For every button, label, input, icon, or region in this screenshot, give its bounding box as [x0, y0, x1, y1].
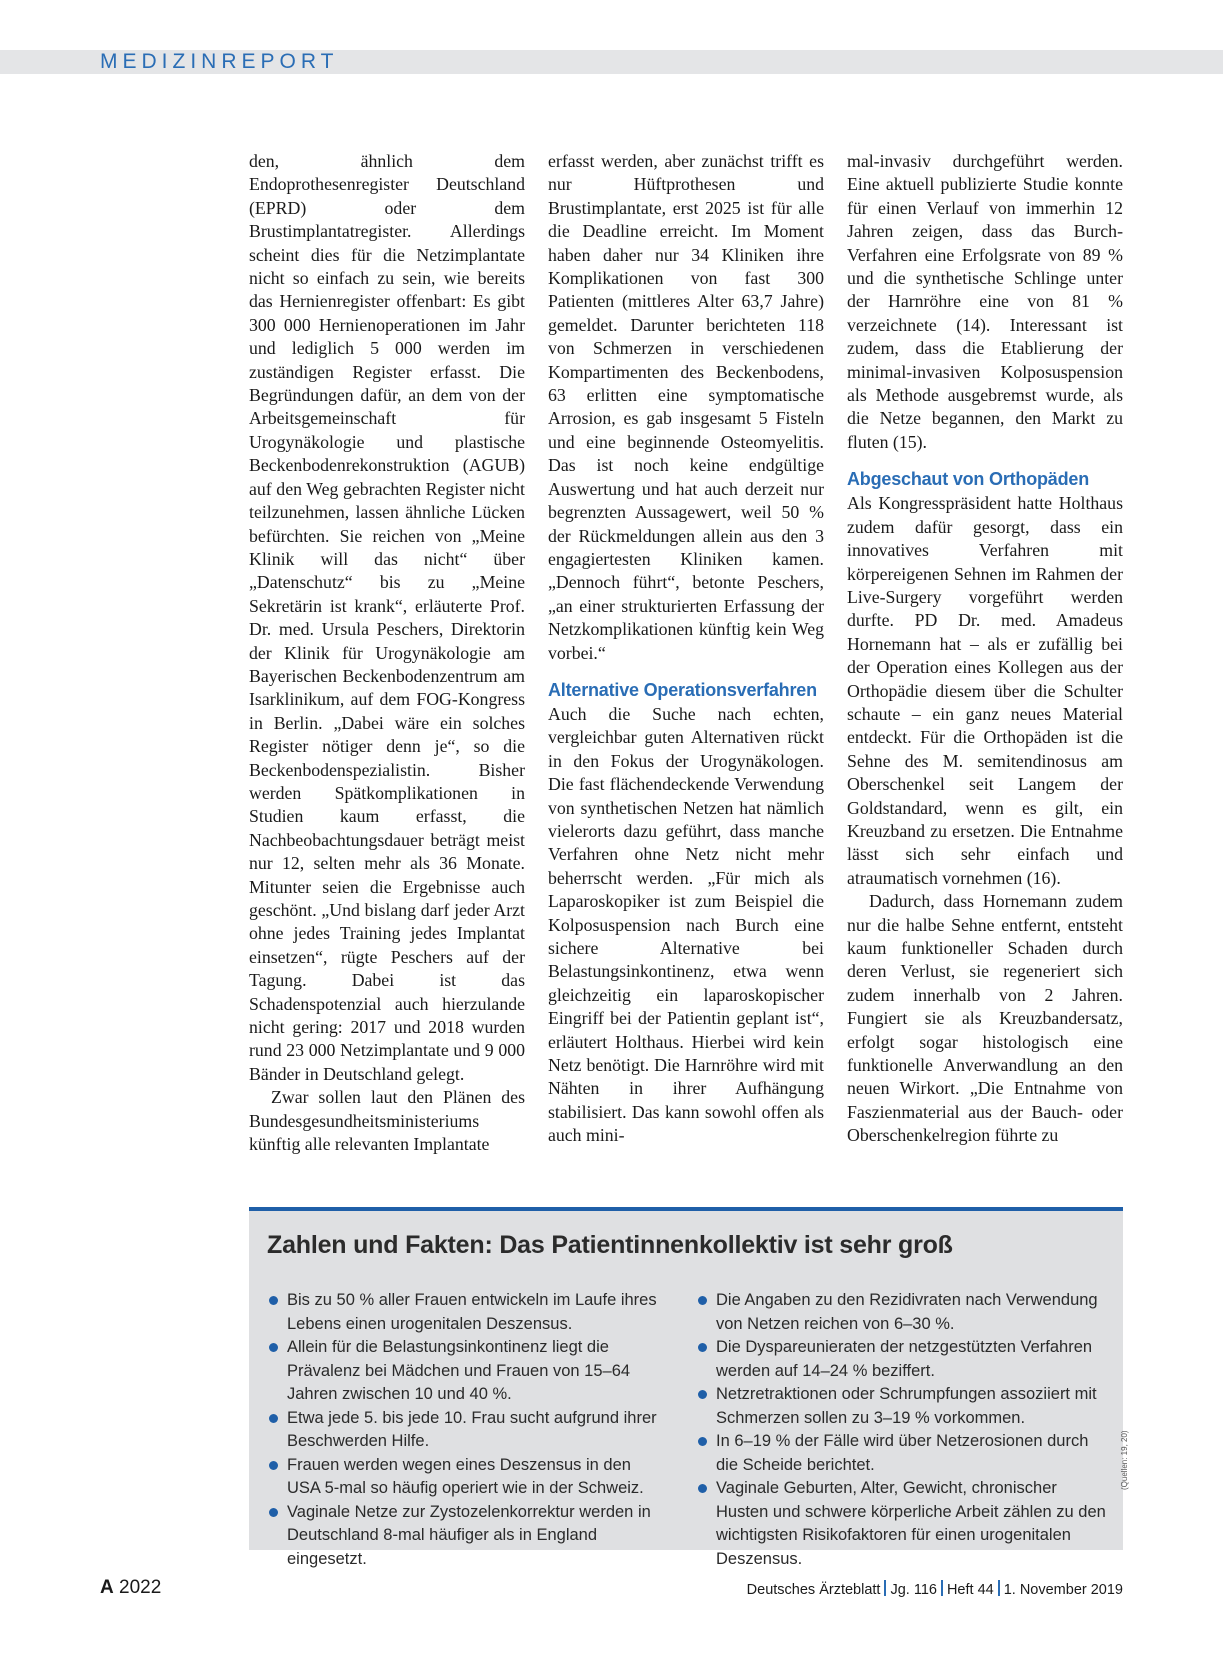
- column-2: [548, 150, 824, 1160]
- paragraph: Dadurch, dass Hornemann zudem nur die halbe Sehne entfernt, entsteht kaum funktioneller Schaden durch deren Verlust, sie regeneriert sich zudem innerhalb von 2 Jahren. Fungiert sie als Kreuzbandersatz, erfolgt sogar histologisch eine funktionelle Anverwandlung an den neuen Wirkort. „Die Entnahme von Faszienmaterial aus der Bauch- oder Oberschenkelregion führte zu: [847, 891, 1123, 1146]
- journal-date: 1. November 2019: [1003, 1582, 1123, 1598]
- paragraph: erfasst werden, aber zunächst trifft es nur Hüftprothesen und Brustimplantate, erst 2025 ist für alle die Deadline erreicht. Im Moment haben daher nur 34 Kliniken ihre Komplikationen von fast 300 Patienten (mittleres Alter 63,7 Jahre) gemeldet. Darunter berichteten 118 von Schmerzen in verschiedenen Kompartimenten des Beckenbodens, 63 erlitten eine symptomatische Arrosion, es gab insgesamt 5 Fisteln und eine beginnende Osteomyelitis. Das ist noch keine endgültige Auswertung und hat auch derzeit nur begrenzten Aussagewert, weil 50 % der Rückmeldungen allein aus den 3 engagiertesten Kliniken kamen. „Dennoch führt“, betonte Peschers, „an einer strukturierten Erfassung der Netzkomplikationen künftig kein Weg vorbei.“: [548, 151, 824, 663]
- fact-list-left: [267, 1289, 667, 1571]
- fact-box-right-column: [696, 1289, 1106, 1571]
- bullet-icon: [698, 1437, 707, 1446]
- journal-name: Deutsches Ärzteblatt: [746, 1582, 881, 1598]
- subheading: Abgeschaut von Orthopäden: [847, 469, 1090, 490]
- bullet-icon: [269, 1343, 278, 1352]
- fact-text: Vaginale Netze zur Zystozelenkorrektur werden in Deutschland 8-mal häufiger als in England eingesetzt.: [287, 1502, 651, 1568]
- fact-item: [267, 1336, 667, 1407]
- fact-box-left-column: [267, 1289, 667, 1571]
- paragraph: mal-invasiv durchgeführt werden. Eine aktuell publizierte Studie konnte für einen Verlauf von immerhin 12 Jahren zeigen, dass das Burch-Verfahren eine Erfolgsrate von 89 % und die synthetische Schlinge unter der Harnröhre eine von 81 % verzeichnete (14). Interessant ist zudem, dass die Etablierung der minimal-invasiven Kolposuspension als Methode ausgebremst wurde, als die Netze begannen, den Markt zu fluten (15).: [847, 151, 1123, 452]
- fact-item: [267, 1501, 667, 1572]
- fact-text: Die Angaben zu den Rezidivraten nach Verwendung von Netzen reichen von 6–30 %.: [716, 1291, 1098, 1333]
- fact-text: Bis zu 50 % aller Frauen entwickeln im Laufe ihres Lebens einen urogenitalen Deszensus.: [287, 1291, 657, 1333]
- fact-item: [696, 1477, 1106, 1571]
- bullet-icon: [269, 1414, 278, 1423]
- page-number: [100, 1577, 161, 1599]
- fact-text: Netzretraktionen oder Schrumpfungen assoziiert mit Schmerzen sollen zu 3–19 % vorkommen.: [716, 1385, 1097, 1427]
- section-label: MEDIZINREPORT: [100, 50, 339, 73]
- subheading: Alternative Operationsverfahren: [548, 679, 817, 700]
- journal-issue: Heft 44: [946, 1582, 994, 1598]
- bullet-icon: [269, 1296, 278, 1305]
- paragraph: Auch die Suche nach echten, vergleichbar guten Alternativen rückt in den Fokus der Urogynäkologen. Die fast flächendeckende Verwendung von synthetischen Netzen hat nämlich vielerorts dazu geführt, dass manche Verfahren ohne Netz nicht mehr beherrscht werden. „Für mich als Laparoskopiker ist zum Beispiel die Kolposuspension nach Burch eine sichere Alternative bei Belastungsinkontinenz, etwa wenn gleichzeitig ein laparoskopischer Eingriff bei der Patientin geplant ist“, erläutert Holthaus. Hierbei wird kein Netz benötigt. Die Harnröhre wird mit Nähten in ihrer Aufhängung stabilisiert. Das kann sowohl offen als auch mini-: [548, 703, 824, 1146]
- fact-item: [696, 1336, 1106, 1383]
- bullet-icon: [269, 1461, 278, 1470]
- bullet-icon: [698, 1296, 707, 1305]
- separator: [998, 1580, 1000, 1596]
- paragraph: Zwar sollen laut den Plänen des Bundesgesundheitsministeriums künftig alle relevanten Implantate: [249, 1087, 525, 1155]
- fact-box: [249, 1207, 1123, 1568]
- bullet-icon: [698, 1390, 707, 1399]
- source-note: (Quellen: 19, 20): [1120, 1430, 1129, 1490]
- fact-item: [696, 1289, 1106, 1336]
- journal-volume: Jg. 116: [890, 1582, 937, 1598]
- bullet-icon: [698, 1484, 707, 1493]
- paragraph: den, ähnlich dem Endoprothesenregister Deutschland (EPRD) oder dem Brustimplantatregister. Allerdings scheint dies für die Netzimplantate nicht so einfach zu sein, wie bereits das Hernienregister offenbart: Es gibt 300 000 Hernienoperationen im Jahr und lediglich 5 000 werden im zuständigen Register erfasst. Die Begründungen dafür, an dem von der Arbeitsgemeinschaft für Urogynäkologie und plastische Beckenbodenrekonstruktion (AGUB) auf den Weg gebrachten Register nicht teilzunehmen, lassen ähnliche Lücken befürchten. Sie reichen von „Meine Klinik will das nicht“ über „Datenschutz“ bis zu „Meine Sekretärin ist krank“, erläuterte Prof. Dr. med. Ursula Peschers, Direktorin der Klinik für Urogynäkologie am Bayerischen Beckenbodenzentrum am Isarklinikum, auf dem FOG-Kongress in Berlin. „Dabei wäre ein solches Register nötiger denn je“, so die Beckenbodenspezialistin. Bisher werden Spätkomplikationen in Studien kaum erfasst, die Nachbeobachtungsdauer beträgt meist nur 12, selten mehr als 36 Monate. Mitunter seien die Ergebnisse auch geschönt. „Und bislang darf jeder Arzt ohne jedes Training jedes Implantat einsetzen“, rügte Peschers auf der Tagung. Dabei ist das Schadenspotenzial auch hierzulande nicht gering: 2017 und 2018 wurden rund 23 000 Netzimplantate und 9 000 Bänder in Deutschland gelegt.: [249, 151, 525, 1084]
- fact-item: [267, 1289, 667, 1336]
- article-body: [249, 150, 1123, 1160]
- column-1: [249, 150, 525, 1160]
- page-prefix: A: [100, 1577, 114, 1598]
- column-3: [847, 150, 1123, 1160]
- separator: [941, 1580, 943, 1596]
- bullet-icon: [269, 1508, 278, 1517]
- fact-box-title: Zahlen und Fakten: Das Patientinnenkollektiv ist sehr groß: [267, 1231, 953, 1259]
- fact-text: Frauen werden wegen eines Deszensus in den USA 5-mal so häufig operiert wie in der Schweiz.: [287, 1455, 644, 1497]
- fact-text: Vaginale Geburten, Alter, Gewicht, chronischer Husten und schwere körperliche Arbeit zählen zu den wichtigsten Risikofaktoren für einen urogenitalen Deszensus.: [716, 1479, 1106, 1568]
- fact-item: [696, 1383, 1106, 1430]
- fact-text: In 6–19 % der Fälle wird über Netzerosionen durch die Scheide berichtet.: [716, 1432, 1089, 1474]
- separator: [884, 1580, 886, 1596]
- bullet-icon: [698, 1343, 707, 1352]
- journal-info: [747, 1580, 1123, 1598]
- page-number-value: 2022: [119, 1577, 162, 1598]
- fact-list-right: [696, 1289, 1106, 1571]
- fact-text: Die Dyspareunieraten der netzgestützten Verfahren werden auf 14–24 % beziffert.: [716, 1338, 1093, 1380]
- fact-text: Etwa jede 5. bis jede 10. Frau sucht aufgrund ihrer Beschwerden Hilfe.: [287, 1408, 657, 1450]
- fact-item: [267, 1407, 667, 1454]
- fact-item: [696, 1430, 1106, 1477]
- fact-text: Allein für die Belastungsinkontinenz liegt die Prävalenz bei Mädchen und Frauen von 15–64 Jahren zwischen 10 und 40 %.: [287, 1338, 631, 1403]
- fact-item: [267, 1454, 667, 1501]
- paragraph: Als Kongresspräsident hatte Holthaus zudem dafür gesorgt, dass ein innovatives Verfahren mit körpereigenen Sehnen im Rahmen der Live-Surgery vorgeführt werden durfte. PD Dr. med. Amadeus Hornemann hat – als er zufällig bei der Operation eines Kollegen aus der Orthopädie diesem über die Schulter schaute – ein ganz neues Material entdeckt. Für die Orthopäden ist die Sehne des M. semitendinosus am Oberschenkel seit Langem der Goldstandard, wenn es gilt, ein Kreuzband zu ersetzen. Die Entnahme lässt sich sehr einfach und atraumatisch vornehmen (16).: [847, 493, 1123, 888]
